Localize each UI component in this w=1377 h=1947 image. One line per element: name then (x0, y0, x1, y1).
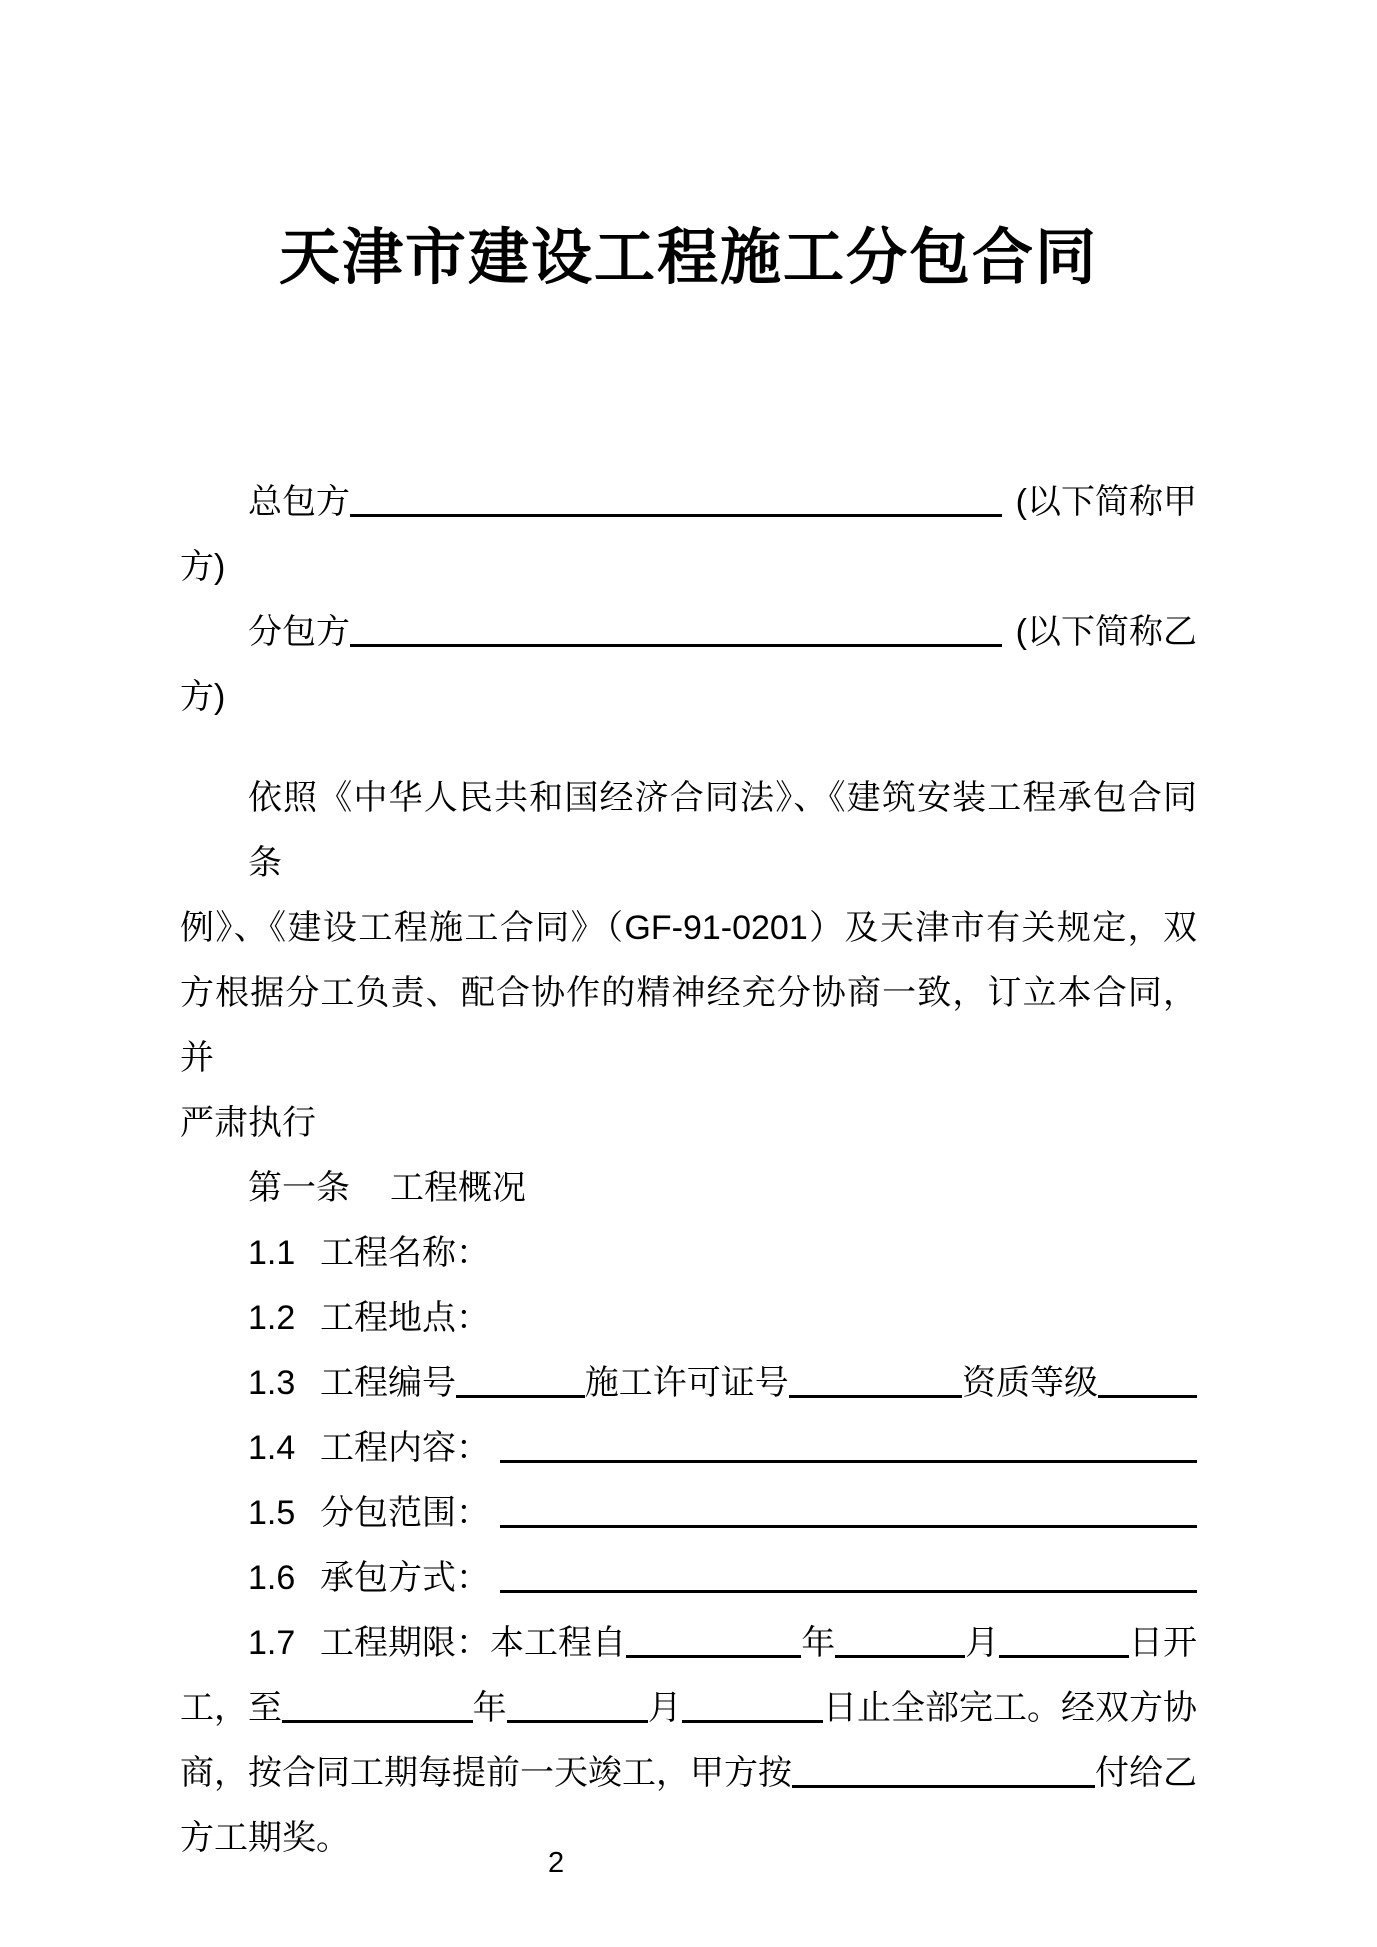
preamble-line: 严肃执行 (180, 1104, 316, 1142)
item-1-7-line-2-year-char: 年 (472, 1689, 507, 1727)
item-1-7-line-3 (180, 1741, 1197, 1806)
item-1-1 (180, 1221, 1197, 1286)
item-1-7-line-2-suffix: 日止全部完工。经双方协 (822, 1689, 1197, 1727)
item-1-7-number: 1.7 (248, 1624, 296, 1662)
item-1-7-day-open: 日开 (1128, 1624, 1197, 1662)
item-1-3-label-permit-number: 施工许可证号 (584, 1364, 789, 1402)
item-1-3-label-project-number: 工程编号 (320, 1364, 456, 1402)
item-1-3-label-qualification-grade: 资质等级 (961, 1364, 1098, 1402)
item-1-5-number: 1.5 (248, 1494, 296, 1532)
item-1-7-line-3-prefix: 商，按合同工期每提前一天竣工，甲方按 (180, 1754, 792, 1792)
subcontractor-label: 分包方 (248, 613, 350, 651)
item-1-6 (180, 1546, 1197, 1611)
item-1-7-line-2-prefix: 工，至 (180, 1689, 282, 1727)
item-1-6-number: 1.6 (248, 1559, 296, 1597)
section-1-heading-number: 第一条 (248, 1169, 350, 1207)
general-contractor-line (180, 470, 1197, 535)
item-1-4 (180, 1416, 1197, 1481)
preamble (180, 766, 1197, 1156)
start-day-blank (999, 1655, 1129, 1658)
general-contractor-name-blank (350, 514, 1002, 517)
end-year-blank (282, 1720, 473, 1723)
item-1-7-line-4: 方工期奖。 (180, 1819, 350, 1857)
item-1-6-label: 承包方式： (320, 1559, 490, 1597)
item-1-2 (180, 1286, 1197, 1351)
item-1-5-label: 分包范围： (320, 1494, 490, 1532)
preamble-line: 依照《中华人民共和国经济合同法》、《建筑安装工程承包合同条 (248, 779, 1197, 882)
item-1-3-number: 1.3 (248, 1364, 296, 1402)
item-1-7-line-1 (180, 1611, 1197, 1676)
item-1-7-year-char: 年 (801, 1624, 836, 1662)
qualification-grade-blank (1098, 1395, 1197, 1398)
general-contractor-paren: (以下简称甲 (1015, 483, 1197, 521)
general-contractor-wrap: 方) (180, 548, 226, 586)
item-1-4-number: 1.4 (248, 1429, 296, 1467)
permit-number-blank (789, 1395, 962, 1398)
item-1-2-number: 1.2 (248, 1299, 296, 1337)
item-1-3 (180, 1351, 1197, 1416)
section-1-heading (180, 1156, 1197, 1221)
subcontractor-name-blank (350, 644, 1002, 647)
project-content-blank (500, 1460, 1197, 1463)
preamble-line: 例》、《建设工程施工合同》（GF-91-0201）及天津市有关规定，双 (180, 909, 1198, 947)
item-1-7-label: 工程期限：本工程自 (320, 1624, 626, 1662)
item-1-7-line-2 (180, 1676, 1197, 1741)
subcontract-scope-blank (500, 1525, 1197, 1528)
item-1-7-month-char: 月 (965, 1624, 1000, 1662)
preamble-line: 方根据分工负责、配合协作的精神经充分协商一致，订立本合同，并 (180, 974, 1197, 1077)
section-1-heading-title: 工程概况 (390, 1169, 526, 1207)
subcontractor-wrap: 方) (180, 678, 226, 716)
document-title: 天津市建设工程施工分包合同 (278, 223, 1098, 291)
subcontractor-line (180, 600, 1197, 665)
start-year-blank (626, 1655, 801, 1658)
item-1-5 (180, 1481, 1197, 1546)
page-number: 2 (548, 1847, 565, 1879)
end-month-blank (507, 1720, 648, 1723)
item-1-1-number: 1.1 (248, 1234, 296, 1272)
subcontractor-paren: (以下简称乙 (1015, 613, 1197, 651)
contracting-method-blank (500, 1590, 1197, 1593)
general-contractor-label: 总包方 (248, 483, 350, 521)
project-number-blank (456, 1395, 585, 1398)
item-1-2-label: 工程地点： (320, 1299, 490, 1337)
parties-section (180, 470, 1197, 730)
item-1-4-label: 工程内容： (320, 1429, 490, 1467)
start-month-blank (835, 1655, 965, 1658)
item-1-7-line-2-month-char: 月 (647, 1689, 682, 1727)
item-1-7-line-3-suffix: 付给乙 (1095, 1754, 1197, 1792)
end-day-blank (682, 1720, 823, 1723)
item-1-1-label: 工程名称： (320, 1234, 490, 1272)
bonus-rate-blank (792, 1785, 1095, 1788)
